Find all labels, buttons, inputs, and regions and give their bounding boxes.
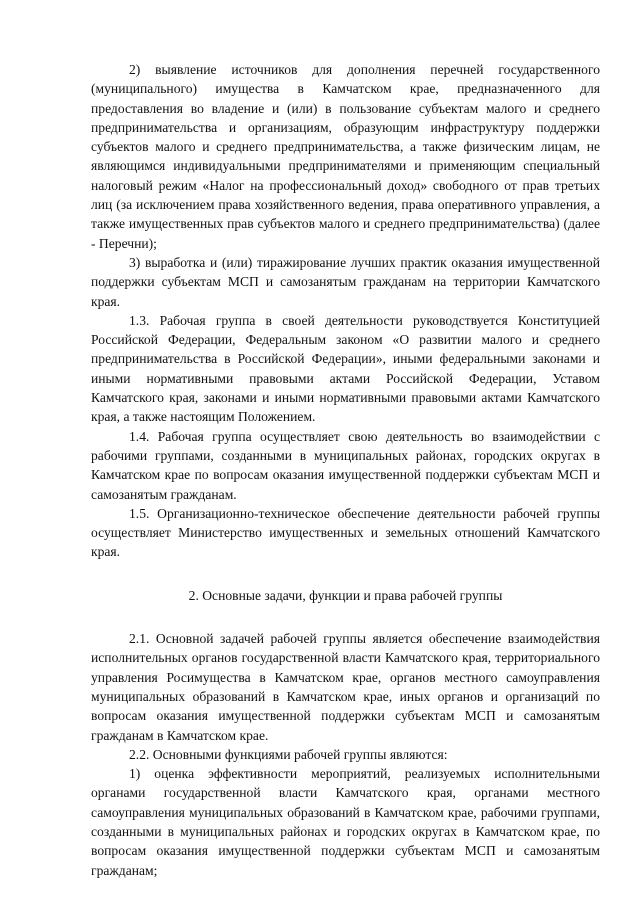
paragraph-1-5-support: 1.5. Организационно-техническое обеспечение деятельности рабочей группы осуществляет Министерство имущественных и земельных отношений Камчатского края.	[91, 505, 600, 560]
paragraph-1-4-interaction: 1.4. Рабочая группа осуществляет свою деятельность во взаимодействии с рабочими группами, созданными в муниципальных районах, городских округах в Камчатском крае по вопросам оказания имущественной поддержки субъектам МСП и самозанятым гражданам.	[91, 428, 600, 502]
paragraph-2-1-main-task: 2.1. Основной задачей рабочей группы является обеспечение взаимодействия исполнительных органов государственной власти Камчатского края, территориального управления Росимущества в Камчатском крае, органов местного самоуправления муниципальных образований в Камчатском крае, иных органов и организаций по вопросам оказания имущественной поддержки субъектам МСП и самозанятым гражданам в Камчатском крае.	[91, 631, 600, 743]
paragraph-function-1-evaluation: 1) оценка эффективности мероприятий, реализуемых исполнительными органами государственной власти Камчатского края, органами местного самоуправления муниципальных образований в Камчатском крае, рабочими группами, созданными в муниципальных районах и городских округах в Камчатском крае, по вопросам оказания имущественной поддержки субъектам МСП и самозанятым гражданам;	[91, 766, 600, 878]
paragraph-sources-of-perechni: 2) выявление источников для дополнения перечней государственного (муниципального) имущества в Камчатском крае, предназначенного для предоставления во владение и (или) в пользование субъектам малого и среднего предпринимательства и организациям, образующим инфраструктуру поддержки субъектов малого и среднего предпринимательства, а также физическим лицам, не являющимся индивидуальными предпринимателями и применяющим специальный налоговый режим «Налог на профессиональный доход» свободного от прав третьих лиц (за исключением права хозяйственного ведения, права оперативного управления, а также имущественных прав субъектов малого и среднего предпринимательства) (далее - Перечни);	[91, 62, 600, 251]
paragraph-1-3-legal-basis: 1.3. Рабочая группа в своей деятельности руководствуется Конституцией Российской Федерации, Федеральным законом «О развитии малого и среднего предпринимательства в Российской Федерации», иными федеральными законами и иными нормативными правовыми актами Российской Федерации, Уставом Камчатского края, законами и иными нормативными правовыми актами Камчатского края, а также настоящим Положением.	[91, 312, 600, 425]
section-2-heading: 2. Основные задачи, функции и права рабочей группы	[188, 587, 503, 603]
paragraph-best-practices: 3) выработка и (или) тиражирование лучших практик оказания имущественной поддержки субъектам МСП и самозанятым гражданам на территории Камчатского края.	[91, 254, 600, 309]
paragraph-2-2-functions: 2.2. Основными функциями рабочей группы являются:	[129, 746, 448, 762]
